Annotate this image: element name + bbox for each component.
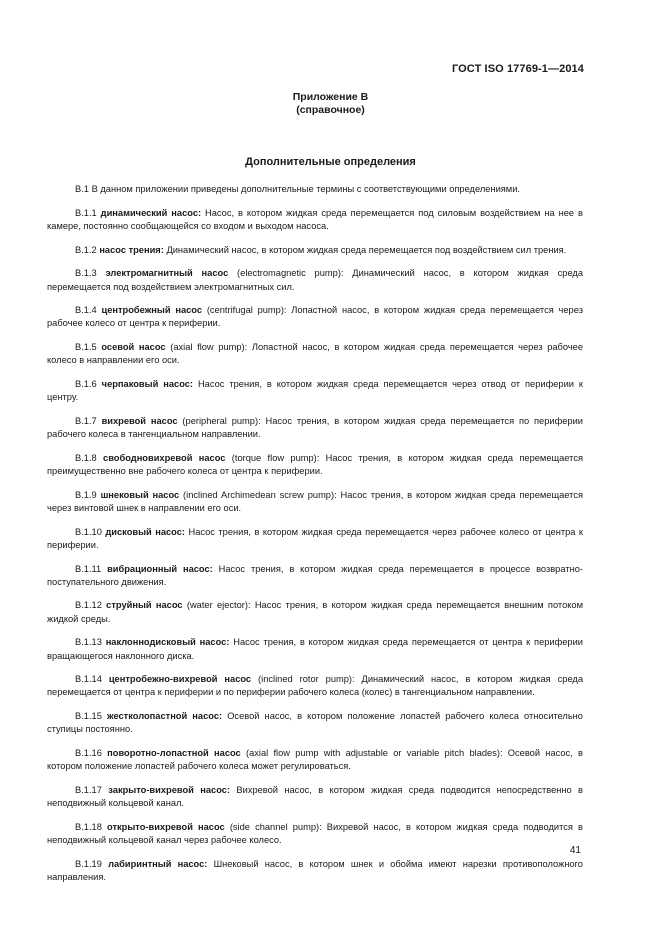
- definition-text: Вихревой насос, в котором жидкая среда подводится непосредственно в неподвижный кольцевой канал.: [47, 785, 583, 809]
- definition-paragraph: [47, 415, 583, 441]
- definition-paragraph: [47, 636, 583, 662]
- definition-paragraph: [47, 452, 583, 478]
- definition-paragraph: [47, 821, 583, 847]
- definition-text: Осевой насос, в котором положение лопастей рабочего колеса относительно ступицы постоянно.: [47, 711, 583, 735]
- definition-paragraph: [47, 858, 583, 884]
- definitions-body: [47, 183, 583, 895]
- term: свободновихревой насос: [103, 452, 226, 463]
- definition-paragraph: [47, 526, 583, 552]
- definition-paragraph: [47, 673, 583, 699]
- definition-text: (inclined rotor pump): Динамический насос, в котором жидкая среда перемещается от центра к периферии и по периферии рабочего колеса (колес) в тангенциальном направлении.: [47, 674, 584, 698]
- term: вибрационный насос:: [107, 563, 213, 574]
- definition-paragraph: [47, 207, 583, 233]
- clause-number: В.1: [75, 184, 89, 194]
- clause-number: В.1.17: [75, 785, 102, 795]
- term: осевой насос: [101, 342, 166, 353]
- definition-paragraph: [47, 304, 583, 330]
- definition-paragraph: [47, 183, 583, 196]
- clause-number: В.1.5: [75, 342, 97, 353]
- definition-paragraph: [47, 599, 583, 625]
- term: струйный насос: [106, 600, 183, 611]
- clause-number: В.1.10: [75, 526, 102, 537]
- term: закрыто-вихревой насос:: [108, 785, 231, 795]
- annex-subtitle: (справочное): [296, 104, 365, 116]
- clause-number: В.1.8: [75, 452, 97, 463]
- term: наклоннодисковый насос:: [105, 637, 230, 648]
- definition-text: Насос трения, в котором жидкая среда перемещается в процессе возвратно-поступательного движения.: [47, 563, 583, 587]
- clause-number: В.1.16: [75, 748, 102, 759]
- definition-text: Динамический насос, в котором жидкая среда перемещается под воздействием сил трения.: [166, 244, 567, 255]
- definition-text: В данном приложении приведены дополнительные термины с соответствующими определениями.: [91, 184, 520, 194]
- definition-text: Насос трения, в котором жидкая среда перемещается от центра к периферии вращающегося наклонного диска.: [47, 637, 583, 661]
- definition-text: (torque flow pump): Насос трения, в котором жидкая среда перемещается преимущественно вне рабочего колеса от центра к периферии.: [47, 452, 584, 477]
- annex-heading: [0, 91, 661, 117]
- term: насос трения:: [99, 244, 164, 255]
- page-number: 41: [569, 845, 581, 856]
- term: шнековый насос: [100, 489, 180, 500]
- clause-number: В.1.9: [75, 489, 97, 500]
- definition-paragraph: [47, 244, 583, 257]
- term: поворотно-лопастной насос: [107, 748, 241, 759]
- section-title: Дополнительные определения: [245, 156, 416, 168]
- clause-number: В.1.12: [75, 600, 102, 611]
- definition-text: Шнековый насос, в котором шнек и обойма имеют нарезки противоположного направления.: [47, 858, 583, 883]
- clause-number: В.1.2: [75, 244, 97, 255]
- term: черпаковый насос:: [101, 379, 194, 390]
- annex-title: Приложение В: [292, 91, 369, 103]
- definition-text: (axial flow pump): Лопастной насос, в котором жидкая среда перемещается через рабочее колесо в направлении его оси.: [47, 342, 584, 366]
- clause-number: В.1.15: [75, 711, 102, 722]
- term: центробежный насос: [101, 305, 203, 316]
- definition-text: (centrifugal pump): Лопастной насос, в котором жидкая среда перемещается через рабочее колесо от центра к периферии.: [47, 305, 583, 329]
- definition-text: Насос трения, в котором жидкая среда перемещается через рабочее колесо от центра к периферии.: [47, 526, 583, 550]
- term: жестколопастной насос:: [107, 711, 223, 722]
- clause-number: В.1.4: [75, 305, 97, 316]
- definition-text: (electromagnetic pump): Динамический насос, в котором жидкая среда перемещается под воздействием электромагнитных сил.: [47, 268, 584, 292]
- clause-number: В.1.7: [75, 415, 97, 426]
- definition-text: (side channel pump): Вихревой насос, в котором жидкая среда подводится в неподвижный кольцевой канал через рабочее колесо.: [47, 821, 583, 846]
- term: вихревой насос: [101, 415, 178, 426]
- definition-paragraph: [47, 784, 583, 810]
- clause-number: В.1.3: [75, 268, 97, 279]
- clause-number: В.1.6: [75, 379, 97, 390]
- definition-paragraph: [47, 378, 583, 404]
- definition-paragraph: [47, 267, 583, 293]
- term: центробежно-вихревой насос: [108, 674, 252, 685]
- definition-paragraph: [47, 341, 583, 367]
- term: дисковый насос:: [105, 526, 185, 537]
- clause-number: В.1.18: [75, 821, 102, 832]
- definition-paragraph: [47, 563, 583, 589]
- term: электромагнитный насос: [105, 268, 229, 279]
- term: открыто-вихревой насос: [107, 821, 225, 832]
- definition-paragraph: [47, 710, 583, 736]
- definition-text: (peripheral pump): Насос трения, в котором жидкая среда перемещается по периферии рабочего колеса в тангенциальном направлении.: [47, 415, 583, 440]
- clause-number: В.1.1: [75, 207, 97, 218]
- term: лабиринтный насос:: [108, 858, 208, 869]
- definition-text: Насос трения, в котором жидкая среда перемещается через отвод от периферии к центру.: [47, 379, 583, 403]
- clause-number: В.1.13: [75, 637, 102, 648]
- term: динамический насос:: [100, 207, 202, 218]
- clause-number: В.1.14: [75, 674, 102, 685]
- clause-number: В.1.19: [75, 858, 102, 869]
- definition-text: (axial flow pump with adjustable or variable pitch blades): Осевой насос, в котором положение лопастей рабочего колеса может регулироваться.: [47, 748, 583, 772]
- definition-paragraph: [47, 489, 583, 515]
- definition-paragraph: [47, 747, 583, 773]
- standard-header: ГОСТ ISO 17769-1—2014: [451, 63, 584, 75]
- definition-text: (inclined Archimedean screw pump): Насос трения, в котором жидкая среда перемещается через винтовой шнек в направлении его оси.: [47, 489, 583, 513]
- clause-number: В.1.11: [75, 563, 102, 574]
- definition-text: (water ejector): Насос трения, в котором жидкая среда перемещается внешним потоком жидкой среды.: [47, 600, 583, 624]
- definition-text: Насос, в котором жидкая среда перемещается под силовым воздействием на нее в камере, постоянно сообщающейся со входом и выходом насоса.: [47, 207, 583, 231]
